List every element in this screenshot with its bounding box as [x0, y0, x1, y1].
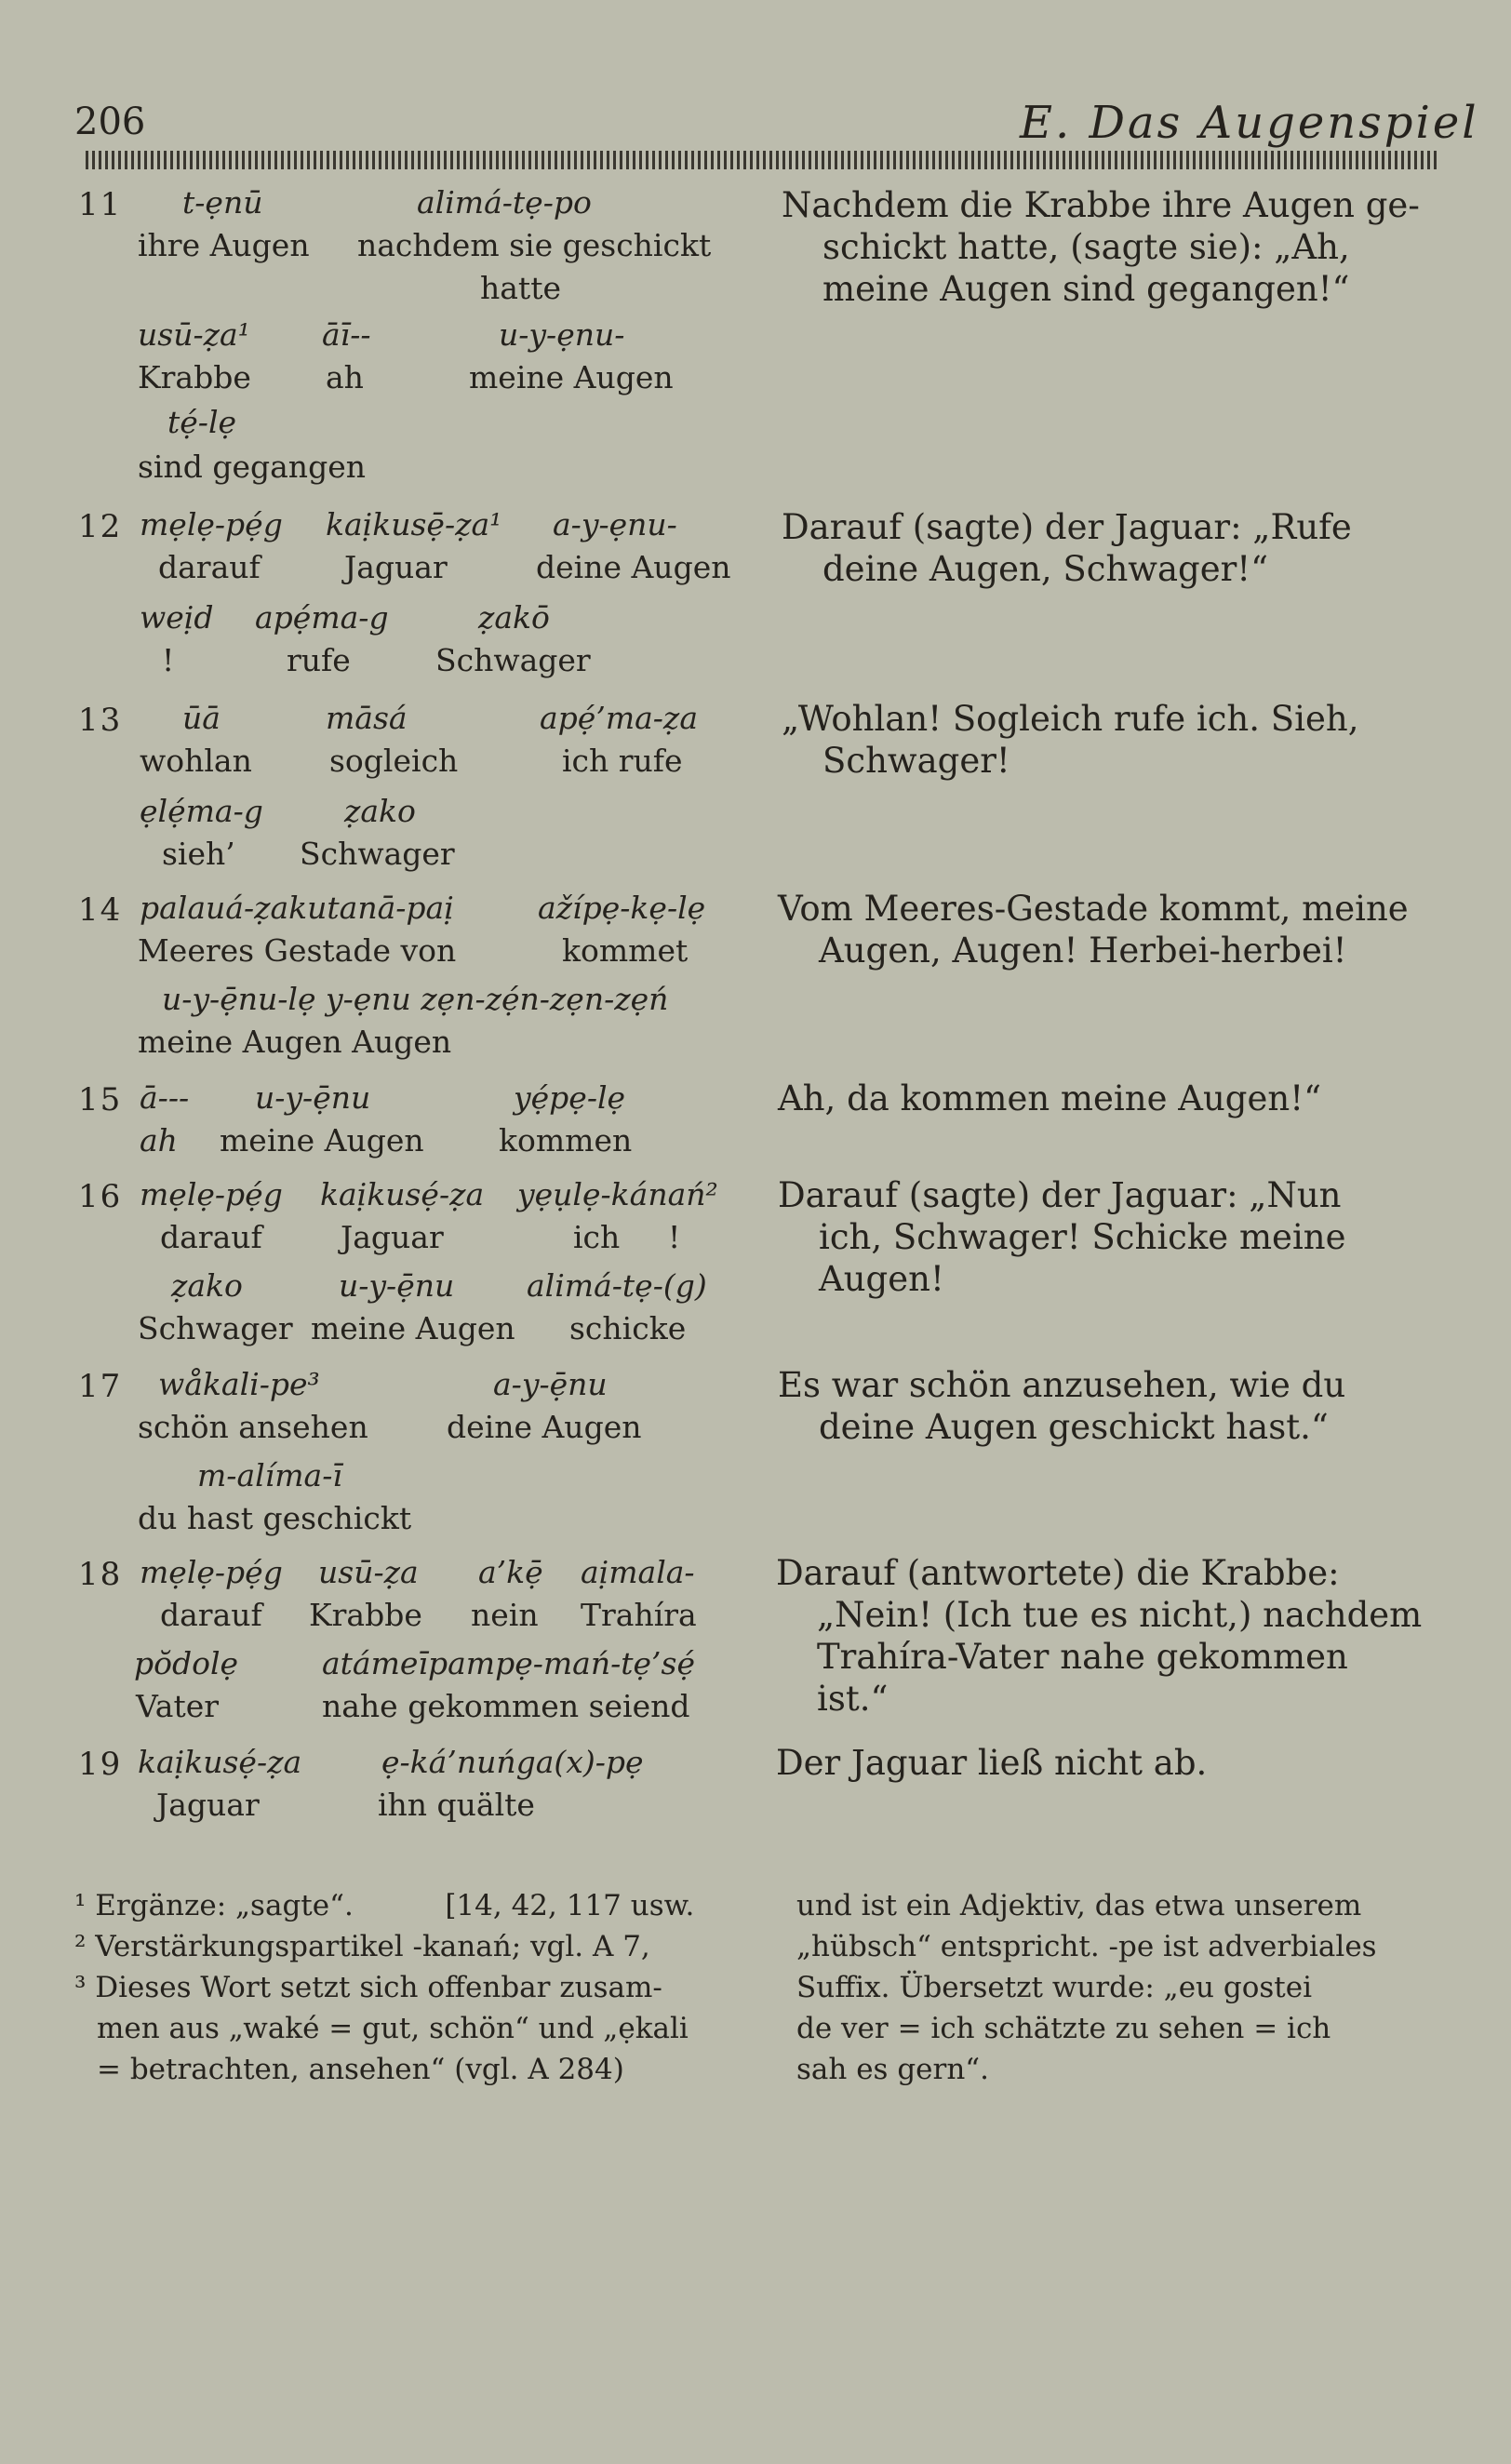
gloss-word: deine Augen [536, 549, 731, 585]
native-word: apẹ́’ma-ẓa [540, 700, 698, 736]
translation-line: „Nein! (Ich tue es nicht,) nachdem [817, 1595, 1423, 1635]
gloss-word: meine Augen [311, 1310, 515, 1346]
native-word: aịmala- [581, 1554, 695, 1590]
translation-line: deine Augen, Schwager!“ [822, 549, 1269, 589]
native-word: a’kẹ̄ [478, 1554, 543, 1590]
gloss-word: Krabbe [309, 1597, 422, 1633]
gloss-word: Vater [136, 1688, 220, 1724]
gloss-word: du hast geschickt [138, 1500, 412, 1536]
gloss-word: Jaguar [344, 549, 448, 585]
translation-line: schickt hatte, (sagte sie): „Ah, [822, 227, 1350, 267]
native-word: a-y-ẹ̄nu [493, 1366, 608, 1402]
translation-line: meine Augen sind gegangen!“ [822, 269, 1350, 309]
gloss-word: ich rufe [562, 743, 683, 779]
line-number: 15 [78, 1081, 123, 1118]
native-word: u-y-ẹ̄nu [339, 1267, 455, 1304]
gloss-word: ihre Augen [138, 227, 310, 263]
native-word: ūā [182, 700, 221, 736]
translation-line: Der Jaguar ließ nicht ab. [776, 1743, 1208, 1783]
native-word: u-y-ẹ̄nu-lẹ y-ẹnu zẹn-zẹ́n-zẹn-zẹń [162, 981, 669, 1017]
native-word: ažípẹ-kẹ-lẹ [538, 890, 706, 926]
running-head: E. Das Augenspiel [1020, 97, 1479, 149]
native-word: a-y-ẹnu- [553, 506, 677, 542]
footnote-line: Suffix. Übersetzt wurde: „eu gostei [796, 1971, 1312, 2004]
native-word: mẹlẹ-pẹ́g [140, 1554, 283, 1590]
translation-line: Augen, Augen! Herbei-herbei! [819, 931, 1347, 971]
gloss-word: darauf [160, 1219, 262, 1255]
gloss-word: Meeres Gestade von [138, 932, 457, 969]
gloss-word: schicke [569, 1310, 687, 1346]
native-word: u-y-ẹ̄nu [255, 1079, 371, 1116]
native-word: mẹlẹ-pẹ́g [140, 1176, 283, 1212]
gloss-word: ! [162, 642, 175, 678]
native-word: ā--- [140, 1079, 190, 1116]
footnote-line: ³ Dieses Wort setzt sich offenbar zusam- [74, 1971, 662, 2004]
footnote-line: und ist ein Adjektiv, das etwa unserem [796, 1889, 1362, 1922]
native-word: alimá-tẹ-(g) [527, 1267, 707, 1304]
native-word: ẹlẹ́ma-g [140, 793, 263, 829]
translation-line: Nachdem die Krabbe ihre Augen ge- [782, 185, 1420, 225]
native-word: alimá-tẹ-po [417, 184, 592, 221]
native-word: ẹ-ká’nuńga(x)-pẹ [381, 1744, 644, 1780]
native-word: atámeīpampẹ-mań-tẹ’sẹ́ [322, 1645, 695, 1681]
gloss-word: Krabbe [138, 359, 251, 395]
gloss-word: darauf [160, 1597, 262, 1633]
gloss-word: hatte [480, 270, 561, 306]
native-word: m-alíma-ī [197, 1457, 342, 1493]
native-word: mẹlẹ-pẹ́g [140, 506, 283, 542]
gloss-word: sind gegangen [138, 449, 366, 485]
line-number: 17 [78, 1368, 123, 1405]
translation-line: Vom Meeres-Gestade kommt, meine [778, 889, 1409, 929]
footnote-line: de ver = ich schätzte zu sehen = ich [796, 2012, 1331, 2045]
translation-line: Es war schön anzusehen, wie du [778, 1365, 1346, 1405]
native-word: usū-ẓa¹ [138, 316, 250, 353]
line-number: 14 [78, 891, 123, 929]
gloss-word: Jaguar [341, 1219, 444, 1255]
native-word: usū-ẓa [318, 1554, 419, 1590]
line-number: 13 [78, 702, 123, 739]
gloss-word: Schwager [300, 836, 455, 872]
page-number: 206 [74, 100, 146, 143]
native-word: māsá [326, 700, 408, 736]
gloss-word: sogleich [329, 743, 459, 779]
translation-line: ich, Schwager! Schicke meine [819, 1217, 1346, 1257]
gloss-word: darauf [158, 549, 261, 585]
native-word: kaịkusẹ́-ẓa [320, 1176, 485, 1212]
native-word: ẓakō [478, 599, 550, 636]
header-rule [86, 151, 1440, 169]
native-word: pŏdolẹ [134, 1645, 239, 1681]
native-word: ẓako [344, 793, 416, 829]
footnote-line: „hübsch“ entspricht. -pe ist adverbiales [796, 1930, 1377, 1963]
translation-line: Trahíra-Vater nahe gekommen [817, 1637, 1348, 1677]
gloss-word: meine Augen [220, 1122, 424, 1158]
translation-line: deine Augen geschickt hast.“ [819, 1407, 1329, 1447]
native-word: u-y-ẹnu- [499, 316, 625, 353]
gloss-word: kommen [499, 1122, 633, 1158]
gloss-word: deine Augen [447, 1409, 642, 1445]
gloss-word: Trahíra [581, 1597, 697, 1633]
native-word: wåkali-pe³ [158, 1366, 320, 1402]
gloss-word: kommet [562, 932, 689, 969]
line-number: 16 [78, 1178, 123, 1215]
gloss-word: sieh’ [162, 836, 235, 872]
native-word: kaịkusẹ̄-ẓa¹ [326, 506, 502, 542]
footnote-line: = betrachten, ansehen“ (vgl. A 284) [97, 2053, 624, 2086]
gloss-word: Schwager [435, 642, 591, 678]
gloss-word: meine Augen [469, 359, 674, 395]
native-word: kaịkusẹ́-ẓa [138, 1744, 302, 1780]
gloss-word: Schwager [138, 1310, 293, 1346]
gloss-word: rufe [287, 642, 351, 678]
gloss-word: ah [140, 1122, 178, 1158]
translation-line: „Wohlan! Sogleich rufe ich. Sieh, [782, 699, 1359, 739]
footnote-line: sah es gern“. [796, 2053, 989, 2086]
translation-line: ist.“ [817, 1679, 889, 1719]
translation-line: Ah, da kommen meine Augen!“ [778, 1078, 1321, 1118]
line-number: 12 [78, 508, 123, 545]
translation-line: Augen! [819, 1259, 944, 1299]
line-number: 11 [78, 186, 123, 223]
gloss-word: ich [573, 1219, 621, 1255]
line-number: 18 [78, 1556, 123, 1593]
native-word: ẓako [171, 1267, 243, 1304]
native-word: t-ẹnū [182, 184, 263, 221]
gloss-word: wohlan [140, 743, 252, 779]
footnote-line: men aus „waké = gut, schön“ und „ẹkali [97, 2012, 689, 2045]
translation-line: Darauf (sagte) der Jaguar: „Rufe [782, 507, 1352, 547]
footnote-line: ² Verstärkungspartikel -kanań; vgl. A 7, [74, 1930, 650, 1963]
gloss-word: nein [471, 1597, 539, 1633]
native-word: palauá-ẓakutanā-paị [140, 890, 454, 926]
footnote-line: ¹ Ergänze: „sagte“. [14, 42, 117 usw. [74, 1889, 695, 1922]
gloss-word: nachdem sie geschickt [357, 227, 712, 263]
translation-line: Darauf (sagte) der Jaguar: „Nun [778, 1175, 1342, 1215]
gloss-word: ! [668, 1219, 681, 1255]
native-word: apẹ́ma-g [255, 599, 389, 636]
gloss-word: schön ansehen [138, 1409, 368, 1445]
gloss-word: Jaguar [156, 1787, 260, 1823]
translation-line: Darauf (antwortete) die Krabbe: [776, 1553, 1340, 1593]
gloss-word: nahe gekommen seiend [322, 1688, 690, 1724]
native-word: tẹ́-lẹ [167, 404, 237, 440]
native-word: weịd [140, 599, 214, 636]
gloss-word: ah [326, 359, 364, 395]
translation-line: Schwager! [822, 741, 1010, 781]
line-number: 19 [78, 1746, 123, 1783]
native-word: yẹ́pẹ-lẹ [514, 1079, 626, 1116]
gloss-word: meine Augen Augen [138, 1024, 452, 1060]
native-word: āī-- [322, 316, 371, 353]
native-word: yẹụlẹ-kánań² [517, 1176, 718, 1212]
gloss-word: ihn quälte [378, 1787, 535, 1823]
